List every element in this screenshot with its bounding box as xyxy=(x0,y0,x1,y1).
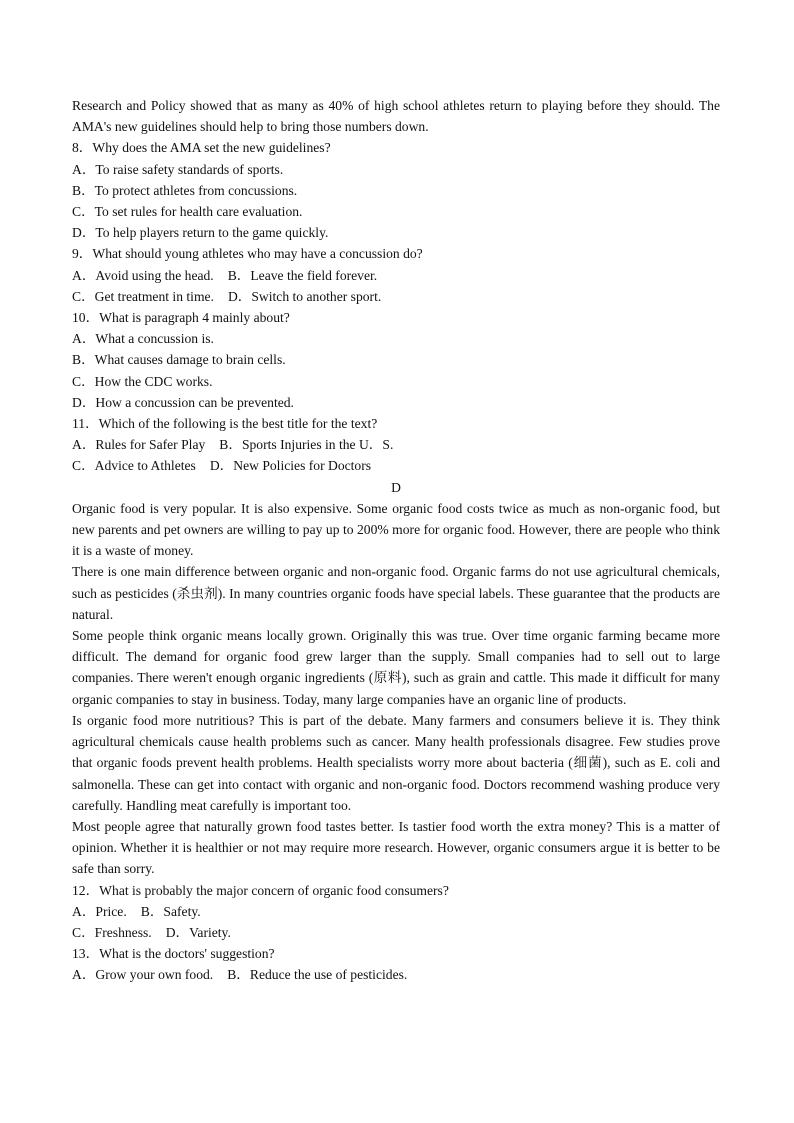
option-b: B．What causes damage to brain cells. xyxy=(72,352,286,368)
options-row-cd xyxy=(72,286,720,307)
option-c: C．Advice to Athletes xyxy=(72,458,196,474)
options-row-cd xyxy=(72,455,720,476)
option-b: B．Safety. xyxy=(140,903,201,919)
option-a: A．Avoid using the head. xyxy=(72,267,214,283)
options-row-ab xyxy=(72,901,720,922)
question-13 xyxy=(72,943,720,985)
option-c: C．Get treatment in time. xyxy=(72,288,214,304)
option-d: D．New Policies for Doctors xyxy=(209,458,372,474)
option-a: A．Grow your own food. xyxy=(72,967,214,983)
option-a: A．To raise safety standards of sports. xyxy=(72,161,284,177)
passage-paragraph: Organic food is very popular. It is also expensive. Some organic food costs twice as much as non-organic food, but new parents and pet owners are willing to pay up to 200% more for organic food. However, there are people who think it is a waste of money. xyxy=(72,500,720,559)
question-8 xyxy=(72,137,720,243)
question-12 xyxy=(72,880,720,944)
option-a: A．Price. xyxy=(72,903,127,919)
option-b: B．Sports Injuries in the U．S. xyxy=(219,437,394,453)
option-b: B．To protect athletes from concussions. xyxy=(72,182,298,198)
option-b: B．Leave the field forever. xyxy=(227,267,378,283)
options-row-ab xyxy=(72,964,720,985)
question-stem: 9．What should young athletes who may have a concussion do? xyxy=(72,246,423,262)
question-10 xyxy=(72,307,720,413)
passage-paragraph: There is one main difference between organic and non-organic food. Organic farms do not use agricultural chemicals, such as pesticides (杀虫剂). In many countries organic foods have special labels. These guarantee that the products are natural. xyxy=(72,564,720,622)
intro-paragraph: Research and Policy showed that as many as 40% of high school athletes return to playing before they should. The AMA's new guidelines should help to bring those numbers down. xyxy=(72,98,720,135)
options-row-ab xyxy=(72,265,720,286)
passage-paragraph: Some people think organic means locally grown. Originally this was true. Over time organic farming became more difficult. The demand for organic food grew larger than the supply. Small companies had to sell out to large companies. There weren't enough organic ingredients (原料), such as grain and cattle. This made it difficult for many organic companies to stay in business. Today, many large companies have an organic line of products. xyxy=(72,628,720,707)
option-d: D．Variety. xyxy=(165,924,231,940)
question-stem: 11．Which of the following is the best title for the text? xyxy=(72,416,378,432)
option-a: A．Rules for Safer Play xyxy=(72,437,206,453)
option-d: D．Switch to another sport. xyxy=(227,288,382,304)
option-d: D．To help players return to the game quickly. xyxy=(72,225,329,241)
options-row-cd xyxy=(72,922,720,943)
option-c: C．Freshness. xyxy=(72,924,152,940)
passage-paragraph: Is organic food more nutritious? This is part of the debate. Many farmers and consumers believe it is. They think agricultural chemicals cause health problems such as cancer. Many health professionals disagree. Few studies prove that organic foods prevent health problems. Health specialists worry more about bacteria (细菌), such as E. coli and salmonella. These can get into contact with organic and non-organic food. Doctors recommend washing produce very carefully. Handling meat carefully is important too. xyxy=(72,712,720,813)
question-9 xyxy=(72,243,720,307)
option-c: C．How the CDC works. xyxy=(72,373,213,389)
passage-paragraph: Most people agree that naturally grown food tastes better. Is tastier food worth the extra money? This is a matter of opinion. Whether it is healthier or not may require more research. However, organic consumers argue it is better to be safe than sorry. xyxy=(72,818,720,877)
question-stem: 13．What is the doctors' suggestion? xyxy=(72,946,275,962)
exam-page xyxy=(72,95,720,986)
question-stem: 12．What is probably the major concern of organic food consumers? xyxy=(72,882,449,898)
question-stem: 10．What is paragraph 4 mainly about? xyxy=(72,310,290,326)
option-d: D．How a concussion can be prevented. xyxy=(72,394,294,410)
section-heading: D xyxy=(391,479,401,495)
options-row-ab xyxy=(72,434,720,455)
question-stem: 8．Why does the AMA set the new guidelines? xyxy=(72,140,331,156)
option-c: C．To set rules for health care evaluation. xyxy=(72,204,303,220)
question-11 xyxy=(72,413,720,477)
option-a: A．What a concussion is. xyxy=(72,331,214,347)
option-b: B．Reduce the use of pesticides. xyxy=(227,967,408,983)
